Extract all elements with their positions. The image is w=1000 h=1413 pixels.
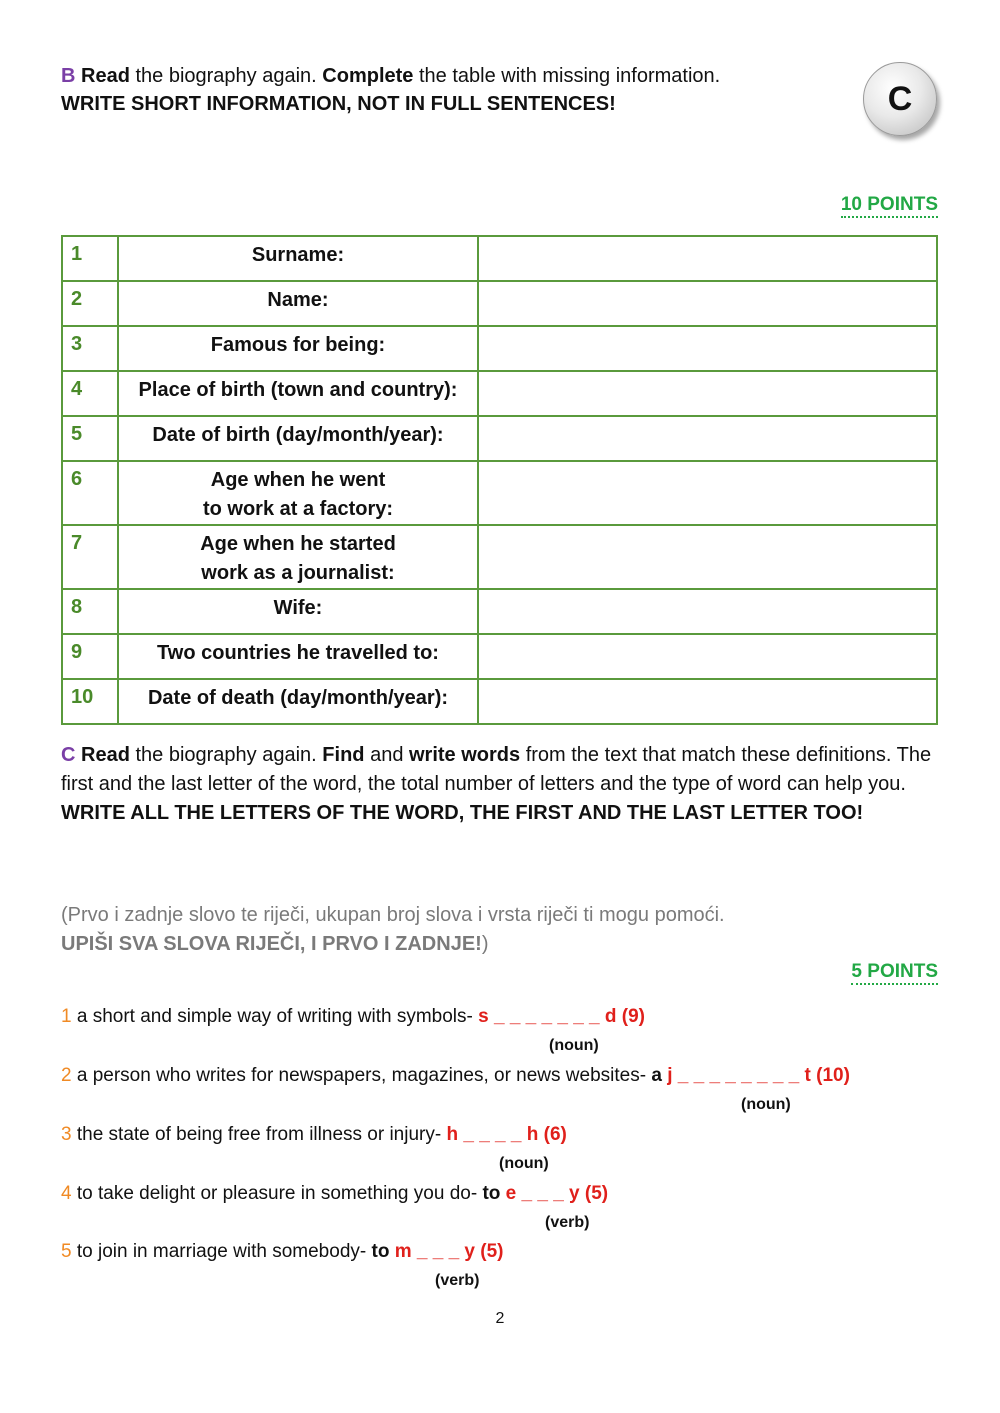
complete-word: Complete: [322, 65, 414, 87]
answer-cell-date-of-birth[interactable]: [478, 416, 937, 461]
exercise-item: [61, 1005, 645, 1029]
answer-cell-factory-age[interactable]: [478, 461, 937, 525]
row-label: Date of death (day/month/year):: [118, 679, 478, 724]
exercise-item: [61, 1182, 608, 1206]
exercise-number: 2: [61, 1065, 72, 1086]
row-number: 9: [62, 634, 118, 679]
answer-cell-surname[interactable]: [478, 236, 937, 281]
section-b-letter: B: [61, 65, 76, 87]
row-label: Name:: [118, 281, 478, 326]
exercise-prefix: a: [651, 1065, 668, 1086]
croatian-line2-bold: UPIŠI SVA SLOVA RIJEČI, I PRVO I ZADNJE!: [61, 933, 482, 955]
row-label: Date of birth (day/month/year):: [118, 416, 478, 461]
exercise-hint[interactable]: e _ _ _ y (5): [505, 1183, 609, 1204]
section-b-points: 10 POINTS: [841, 194, 938, 218]
exercise-item: [61, 1064, 850, 1088]
answer-cell-name[interactable]: [478, 281, 937, 326]
row-number: 2: [62, 281, 118, 326]
exercise-definition: a person who writes for newspapers, magazines, or news websites-: [71, 1065, 652, 1086]
read-word: Read: [81, 65, 130, 87]
exercise-hint[interactable]: h _ _ _ _ h (6): [446, 1124, 567, 1145]
exercise-definition: to take delight or pleasure in something you do-: [71, 1183, 483, 1204]
table-row: [62, 326, 937, 371]
row-number: 6: [62, 461, 118, 525]
exercise-hint[interactable]: m _ _ _ y (5): [394, 1241, 504, 1262]
exercise-word-type: (noun): [499, 1155, 549, 1172]
row-label: Two countries he travelled to:: [118, 634, 478, 679]
row-number: 4: [62, 371, 118, 416]
answer-cell-countries[interactable]: [478, 634, 937, 679]
section-c-instruction: WRITE ALL THE LETTERS OF THE WORD, THE FIRST AND THE LAST LETTER TOO!: [61, 802, 864, 824]
exercise-word-type: (noun): [549, 1037, 599, 1054]
section-b-text1: the biography again.: [129, 65, 323, 87]
answer-cell-place-of-birth[interactable]: [478, 371, 937, 416]
exercise-word-type: (verb): [435, 1272, 480, 1289]
exercise-prefix: to: [371, 1241, 395, 1262]
row-number: 5: [62, 416, 118, 461]
exercise-definition: to join in marriage with somebody-: [71, 1241, 372, 1262]
section-b-instructions: [61, 62, 841, 118]
exercise-prefix: to: [482, 1183, 506, 1204]
section-c-letter: C: [61, 744, 76, 766]
table-row: [62, 281, 937, 326]
answer-cell-wife[interactable]: [478, 589, 937, 634]
row-number: 10: [62, 679, 118, 724]
croatian-instructions: [61, 901, 941, 959]
exercise-word-type: (noun): [741, 1096, 791, 1113]
croatian-line2-end: ): [481, 933, 489, 955]
table-row: [62, 416, 937, 461]
section-c-text2: and: [364, 744, 409, 766]
row-label-line1: Age when he started: [200, 533, 396, 555]
row-number: 7: [62, 525, 118, 589]
table-row: [62, 525, 937, 589]
section-b-text2: the table with missing information.: [413, 65, 721, 87]
table-row: [62, 634, 937, 679]
page-number: 2: [495, 1310, 505, 1327]
section-c-points: 5 POINTS: [851, 961, 938, 985]
section-c-instructions: [61, 741, 941, 828]
row-label: [118, 461, 478, 525]
exercise-item: [61, 1123, 567, 1147]
row-label-line2: work as a journalist:: [201, 562, 395, 584]
answer-cell-journalist-age[interactable]: [478, 525, 937, 589]
find-word: Find: [322, 744, 365, 766]
croatian-line2: [61, 930, 941, 959]
read-word: Read: [81, 744, 130, 766]
answer-cell-famous-for[interactable]: [478, 326, 937, 371]
section-c-badge: C: [863, 62, 937, 136]
exercise-hint[interactable]: s _ _ _ _ _ _ _ d (9): [478, 1006, 645, 1027]
table-row: [62, 589, 937, 634]
table-row: [62, 461, 937, 525]
row-label: Surname:: [118, 236, 478, 281]
exercise-definition: the state of being free from illness or injury-: [71, 1124, 447, 1145]
exercise-hint[interactable]: j _ _ _ _ _ _ _ _ t (10): [667, 1065, 850, 1086]
row-number: 3: [62, 326, 118, 371]
table-row: [62, 371, 937, 416]
exercise-number: 1: [61, 1006, 72, 1027]
answer-cell-date-of-death[interactable]: [478, 679, 937, 724]
row-label-line1: Age when he went: [210, 469, 386, 491]
exercise-definition: a short and simple way of writing with symbols-: [71, 1006, 479, 1027]
section-b-instruction: WRITE SHORT INFORMATION, NOT IN FULL SENTENCES!: [61, 93, 616, 115]
section-b-line1: [61, 62, 841, 90]
exercise-word-type: (verb): [545, 1214, 590, 1231]
exercise-number: 4: [61, 1183, 72, 1204]
croatian-line1: (Prvo i zadnje slovo te riječi, ukupan broj slova i vrsta riječi ti mogu pomoći.: [61, 904, 725, 926]
row-label-line2: to work at a factory:: [202, 498, 394, 520]
exercise-item: [61, 1240, 504, 1264]
section-c-text3: from the text that match these definitions. The first and the last letter of the word, the total number of letters and the type of word can help you.: [61, 744, 932, 795]
row-number: 1: [62, 236, 118, 281]
write-words-phrase: write words: [409, 744, 521, 766]
row-label: Famous for being:: [118, 326, 478, 371]
table-row: [62, 236, 937, 281]
row-label: [118, 525, 478, 589]
exercise-number: 5: [61, 1241, 72, 1262]
exercise-number: 3: [61, 1124, 72, 1145]
row-label: Place of birth (town and country):: [118, 371, 478, 416]
row-number: 8: [62, 589, 118, 634]
biography-table: [61, 235, 938, 725]
section-c-text1: the biography again.: [129, 744, 323, 766]
row-label: Wife:: [118, 589, 478, 634]
table-row: [62, 679, 937, 724]
